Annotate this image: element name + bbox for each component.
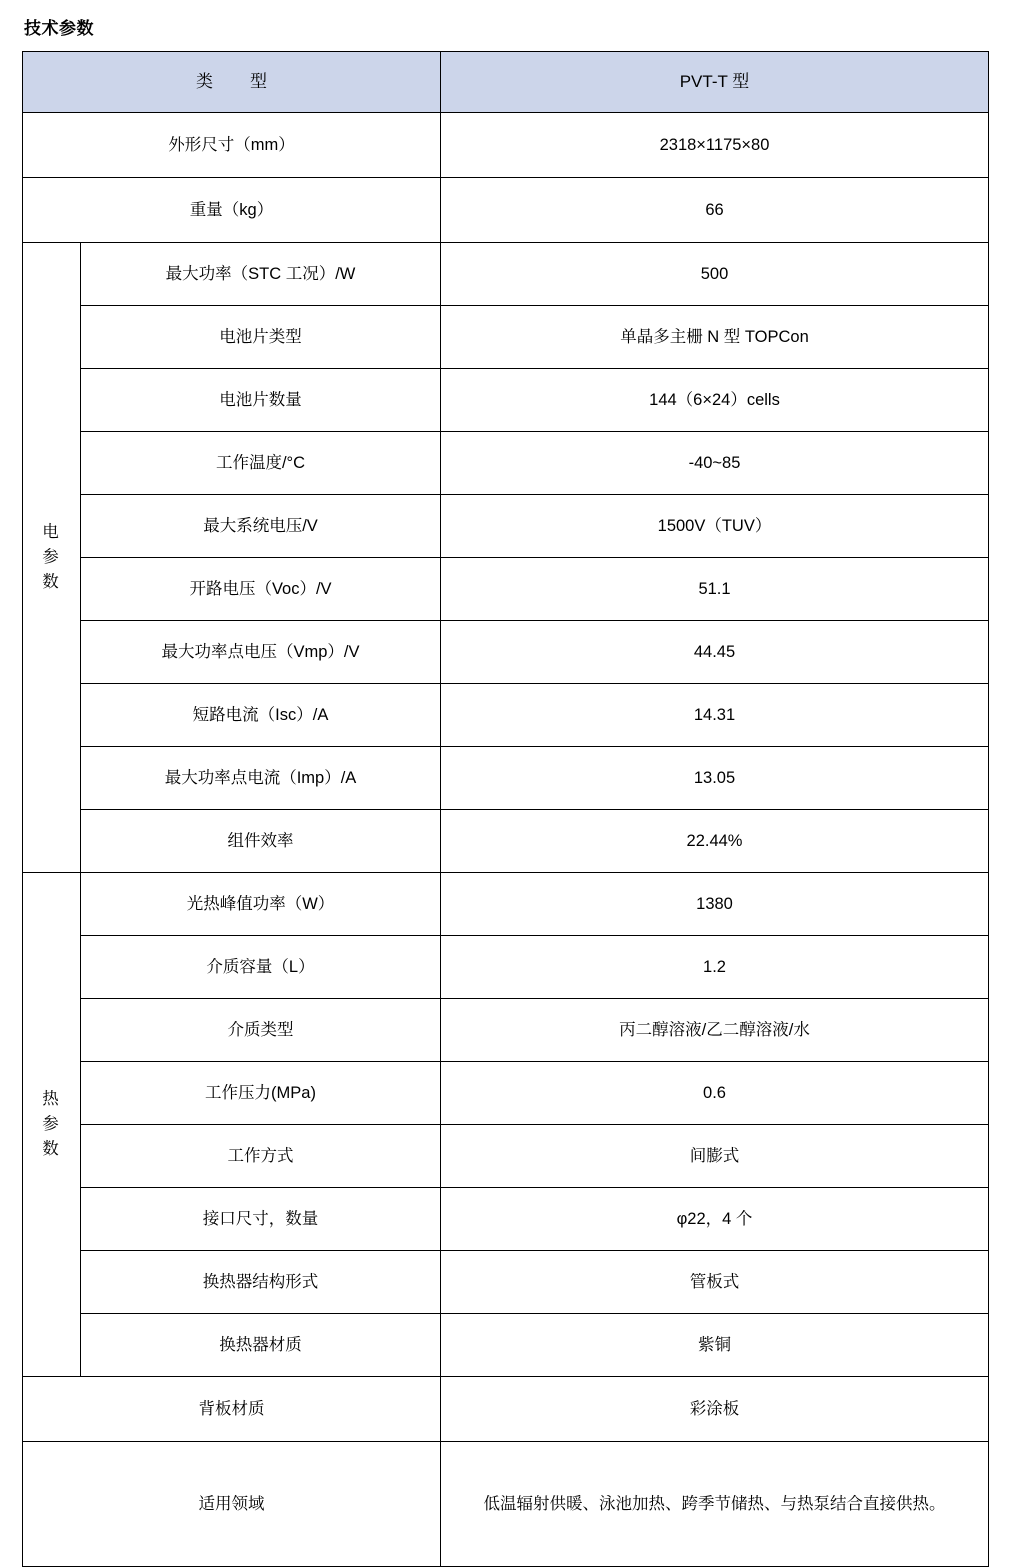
table-row — [23, 178, 989, 243]
table-header-row — [23, 52, 989, 113]
row-label: 最大系统电压/V — [81, 495, 441, 558]
table-row — [23, 999, 989, 1062]
table-row — [23, 1062, 989, 1125]
table-row — [23, 936, 989, 999]
table-row — [23, 495, 989, 558]
row-value: 1380 — [441, 873, 989, 936]
row-value: 2318×1175×80 — [441, 113, 989, 178]
table-row — [23, 1377, 989, 1442]
row-label: 开路电压（Voc）/V — [81, 558, 441, 621]
table-row — [23, 243, 989, 306]
table-row — [23, 1188, 989, 1251]
row-label: 电池片数量 — [81, 369, 441, 432]
row-label: 外形尺寸（mm） — [23, 113, 441, 178]
row-value: 13.05 — [441, 747, 989, 810]
row-label: 光热峰值功率（W） — [81, 873, 441, 936]
row-value: 1.2 — [441, 936, 989, 999]
row-label: 最大功率点电流（Imp）/A — [81, 747, 441, 810]
row-label: 工作压力(MPa) — [81, 1062, 441, 1125]
row-value: 66 — [441, 178, 989, 243]
row-value: 144（6×24）cells — [441, 369, 989, 432]
row-value: 彩涂板 — [441, 1377, 989, 1442]
technical-parameters-table — [22, 51, 989, 1567]
table-row — [23, 1442, 989, 1567]
group-label-thermal: 热 参 数 — [23, 873, 81, 1377]
row-value: 1500V（TUV） — [441, 495, 989, 558]
row-value: 间膨式 — [441, 1125, 989, 1188]
table-row — [23, 369, 989, 432]
table-row — [23, 684, 989, 747]
row-label: 换热器材质 — [81, 1314, 441, 1377]
row-value: 500 — [441, 243, 989, 306]
table-row — [23, 306, 989, 369]
row-label: 电池片类型 — [81, 306, 441, 369]
row-value: 22.44% — [441, 810, 989, 873]
row-label: 背板材质 — [23, 1377, 441, 1442]
row-label: 最大功率（STC 工况）/W — [81, 243, 441, 306]
table-row — [23, 621, 989, 684]
row-label: 介质容量（L） — [81, 936, 441, 999]
page-title: 技术参数 — [24, 19, 94, 38]
row-value: φ22，4 个 — [441, 1188, 989, 1251]
row-value: 51.1 — [441, 558, 989, 621]
row-value: 单晶多主栅 N 型 TOPCon — [441, 306, 989, 369]
row-label: 工作温度/°C — [81, 432, 441, 495]
table-row — [23, 113, 989, 178]
row-value: -40~85 — [441, 432, 989, 495]
row-label: 重量（kg） — [23, 178, 441, 243]
row-value: 0.6 — [441, 1062, 989, 1125]
table-row — [23, 810, 989, 873]
row-label: 组件效率 — [81, 810, 441, 873]
row-value: 低温辐射供暖、泳池加热、跨季节储热、与热泵结合直接供热。 — [441, 1442, 989, 1567]
table-row — [23, 432, 989, 495]
row-label: 适用领域 — [23, 1442, 441, 1567]
table-row — [23, 873, 989, 936]
group-label-electrical: 电 参 数 — [23, 243, 81, 873]
header-type-cell — [23, 52, 441, 113]
row-label: 工作方式 — [81, 1125, 441, 1188]
header-type-label: 类 型 — [196, 72, 277, 92]
table-row — [23, 1314, 989, 1377]
row-value: 紫铜 — [441, 1314, 989, 1377]
row-label: 介质类型 — [81, 999, 441, 1062]
row-label: 最大功率点电压（Vmp）/V — [81, 621, 441, 684]
table-row — [23, 558, 989, 621]
header-model-cell: PVT-T 型 — [441, 52, 989, 113]
row-value: 管板式 — [441, 1251, 989, 1314]
row-value: 14.31 — [441, 684, 989, 747]
table-row — [23, 747, 989, 810]
row-label: 接口尺寸，数量 — [81, 1188, 441, 1251]
table-row — [23, 1125, 989, 1188]
row-label: 短路电流（Isc）/A — [81, 684, 441, 747]
table-row — [23, 1251, 989, 1314]
row-value: 丙二醇溶液/乙二醇溶液/水 — [441, 999, 989, 1062]
row-label: 换热器结构形式 — [81, 1251, 441, 1314]
row-value: 44.45 — [441, 621, 989, 684]
